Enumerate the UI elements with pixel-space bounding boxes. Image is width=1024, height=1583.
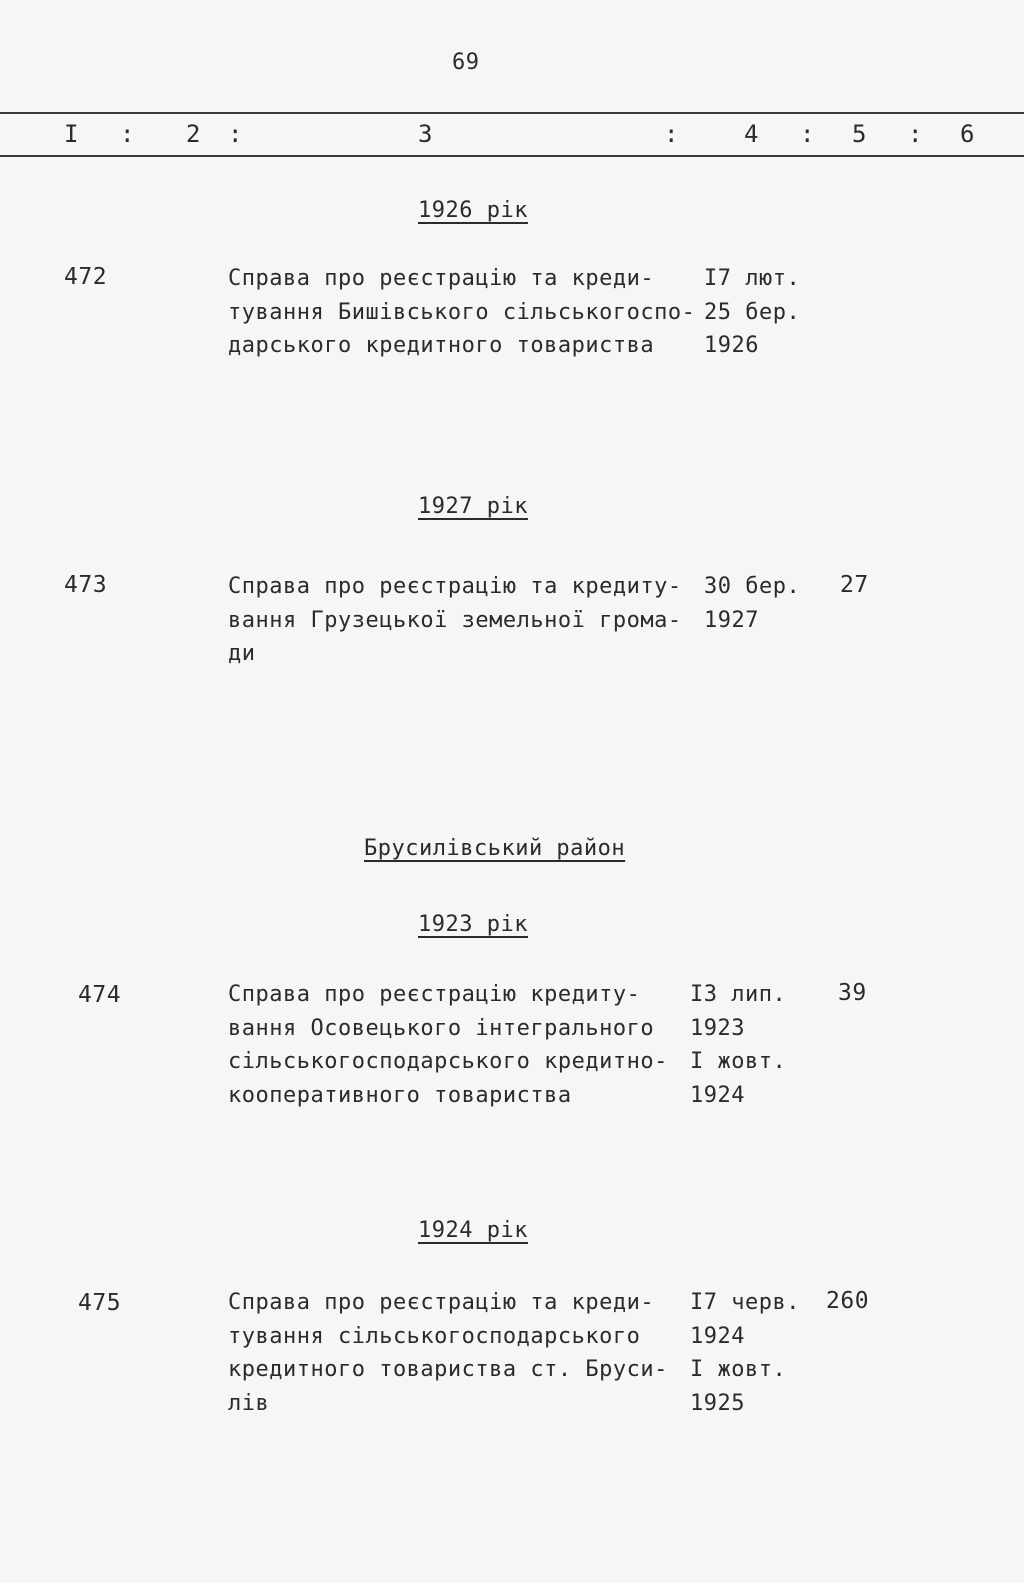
column-3-label: 3: [418, 120, 433, 148]
entry-sheets: 260: [826, 1288, 870, 1314]
entry-number: 473: [64, 572, 108, 598]
entry-sheets: 39: [838, 980, 867, 1006]
column-separator: :: [908, 120, 923, 148]
column-separator: :: [664, 120, 679, 148]
entry-dates: I7 лют. 25 бер. 1926: [704, 266, 801, 358]
column-5-label: 5: [852, 120, 867, 148]
entry-title: Справа про реєстрацію та креди- тування Бишівського сільськогоспо- дарського кредитного товариства: [228, 266, 696, 358]
column-separator: :: [120, 120, 135, 148]
column-separator: :: [228, 120, 243, 148]
entry-number: 474: [78, 982, 122, 1008]
column-1-label: I: [64, 120, 79, 148]
entry-title: Справа про реєстрацію кредиту- вання Осовецького інтегрального сільськогосподарського кредитно- кооперативного товариства: [228, 982, 668, 1108]
entry-dates: 30 бер. 1927: [704, 574, 801, 633]
entry-number: 475: [78, 1290, 122, 1316]
column-2-label: 2: [186, 120, 201, 148]
section-year-heading: 1927 рік: [418, 494, 528, 519]
entry-dates: I3 лип. 1923 I жовт. 1924: [690, 982, 787, 1108]
page-number: 69: [452, 50, 480, 75]
entry-number: 472: [64, 264, 108, 290]
entry-title: Справа про реєстрацію та кредиту- вання Грузецької земельної грома- ди: [228, 574, 682, 666]
section-year-heading: 1926 рік: [418, 198, 528, 223]
header-top-rule: [0, 112, 1024, 114]
column-4-label: 4: [744, 120, 759, 148]
entry-title: Справа про реєстрацію та креди- тування сільськогосподарського кредитного товариства ст. Бруси- лів: [228, 1290, 668, 1416]
column-6-label: 6: [960, 120, 975, 148]
section-year-heading: 1924 рік: [418, 1218, 528, 1243]
entry-dates: I7 черв. 1924 I жовт. 1925: [690, 1290, 800, 1416]
entry-sheets: 27: [840, 572, 869, 598]
section-year-heading: 1923 рік: [418, 912, 528, 937]
column-separator: :: [800, 120, 815, 148]
district-heading: Брусилівський район: [364, 836, 626, 861]
header-bottom-rule: [0, 155, 1024, 157]
